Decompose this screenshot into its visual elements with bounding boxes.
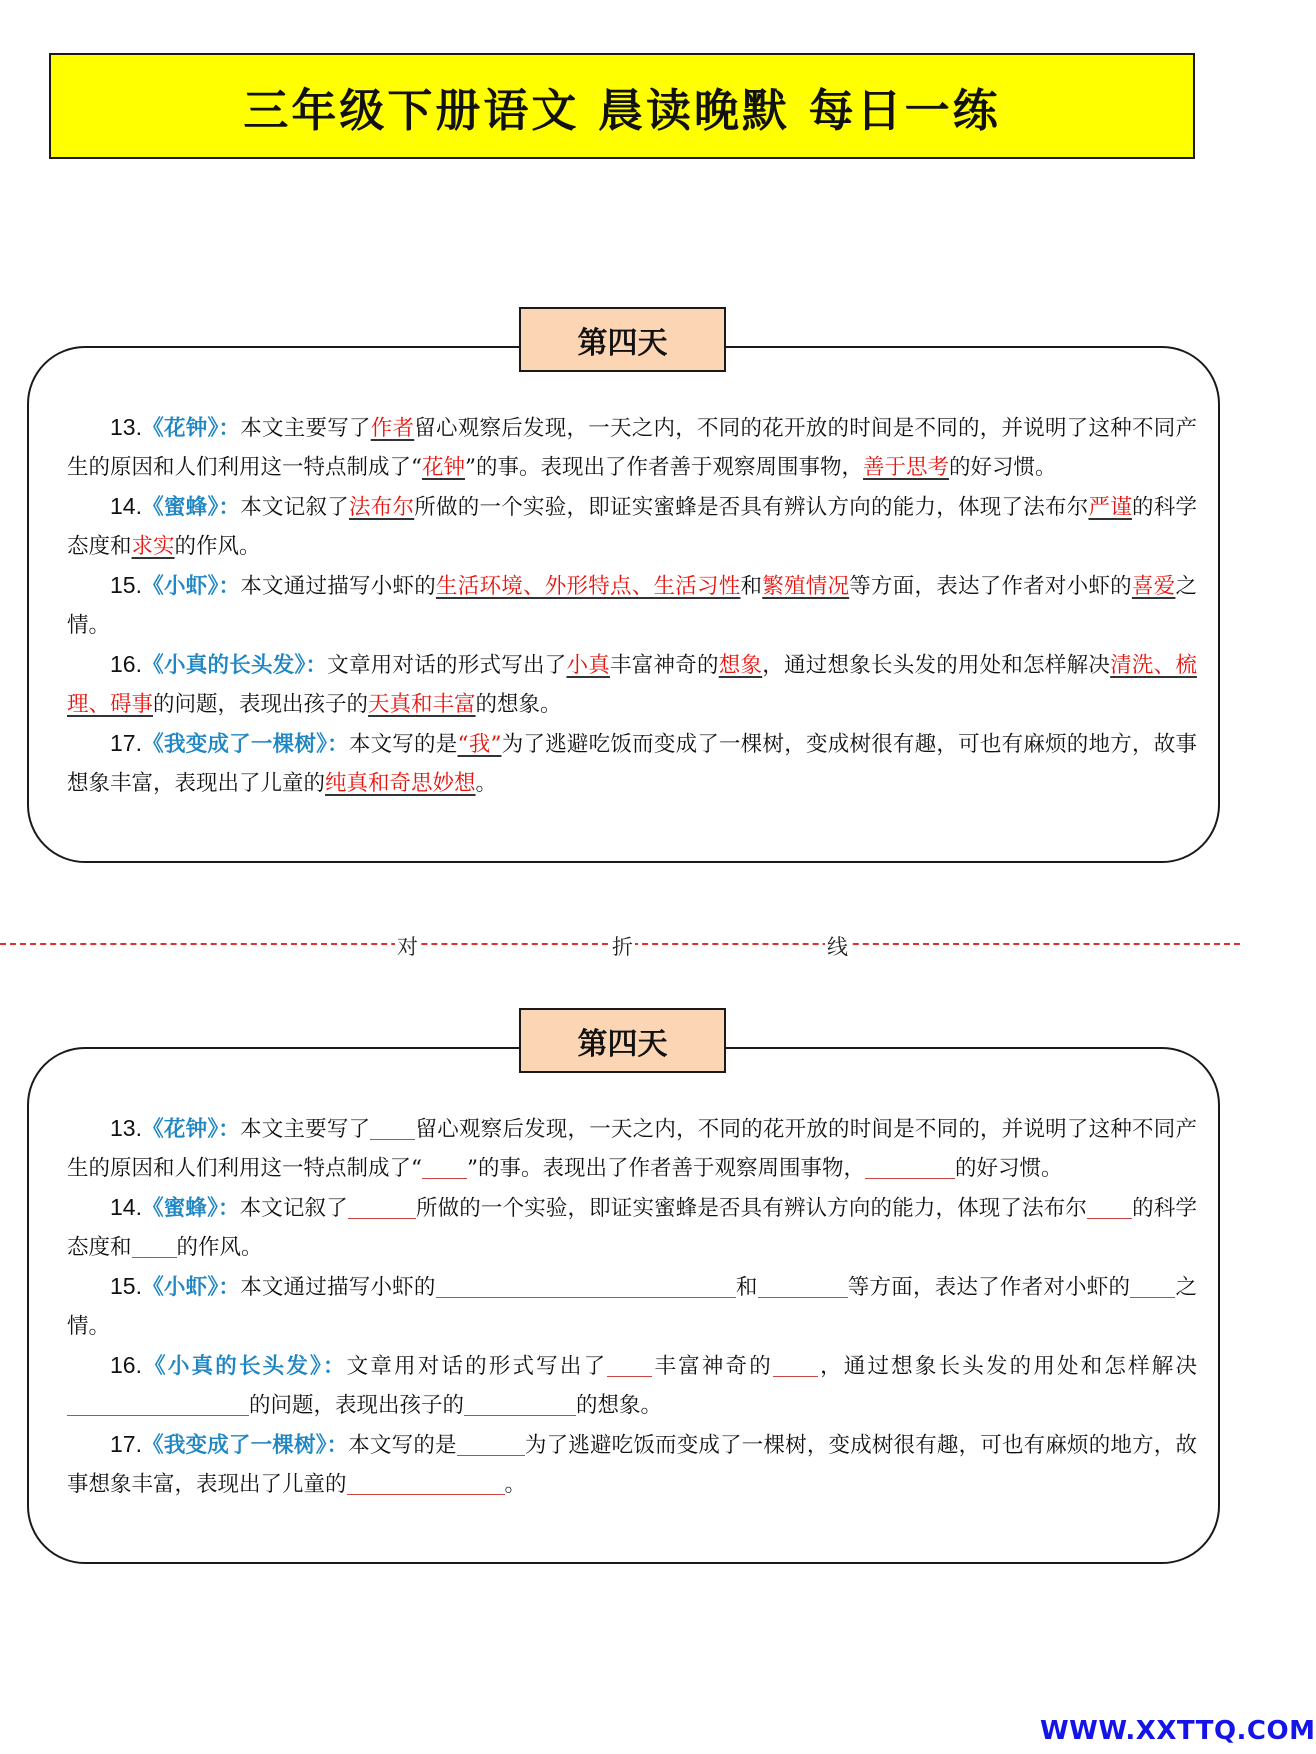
- page-title-banner: [49, 53, 1195, 159]
- fill-blank[interactable]: [607, 1353, 652, 1377]
- answer-text: 繁殖情况: [762, 574, 850, 599]
- answer-text: 生活环境、外形特点、生活习性: [435, 574, 741, 599]
- item-title: 《我变成了一棵树》：: [141, 732, 349, 757]
- blank-item-17: 17.《我变成了一棵树》：本文写的是 为了逃避吃饭而变成了一棵树，变成树很有趣，可也有麻烦的地方，故事想象丰富，表现出了儿童的 。: [67, 1431, 1197, 1497]
- day-tab-blank: [519, 1008, 726, 1073]
- item-title: 《蜜蜂》：: [141, 1196, 240, 1221]
- blank-item-14: 14.《蜜蜂》：本文记叙了 所做的一个实验，即证实蜜蜂是否具有辨认方向的能力，体现了法布尔 的科学态度和 的作风。: [67, 1194, 1197, 1260]
- site-watermark: WWW.XXTTQ.COM: [1040, 1716, 1316, 1746]
- fill-blank[interactable]: [348, 1195, 416, 1219]
- fill-blank[interactable]: [132, 1234, 177, 1258]
- item-title: 《小真的长头发》：: [141, 1354, 347, 1379]
- fold-label-char: 折: [610, 931, 635, 961]
- answer-text: 小真: [566, 653, 610, 678]
- item-title: 《小真的长头发》：: [141, 653, 328, 678]
- fill-blank[interactable]: [1130, 1274, 1175, 1298]
- answer-text: 作者: [370, 416, 415, 441]
- blank-item-15: 15.《小虾》：本文通过描写小虾的 和 等方面，表达了作者对小虾的 之情。: [67, 1273, 1197, 1339]
- answer-item-14: 14.《蜜蜂》：本文记叙了法布尔所做的一个实验，即证实蜜蜂是否具有辨认方向的能力，体现了法布尔严谨的科学态度和求实的作风。: [67, 493, 1197, 559]
- blank-item-13: 13.《花钟》：本文主要写了 留心观察后发现，一天之内，不同的花开放的时间是不同的，并说明了这种不同产生的原因和人们利用这一特点制成了“ ”的事。表现出了作者善于观察周围事物， 的好习惯。: [67, 1115, 1197, 1181]
- day-tab-label: 第四天: [577, 325, 668, 361]
- answer-card: [27, 346, 1220, 863]
- fill-blank[interactable]: [758, 1274, 848, 1298]
- fold-label-char: 对: [395, 931, 420, 961]
- fold-label-char: 线: [825, 931, 850, 961]
- answer-item-13: 13.《花钟》：本文主要写了作者留心观察后发现，一天之内，不同的花开放的时间是不同的，并说明了这种不同产生的原因和人们利用这一特点制成了“花钟”的事。表现出了作者善于观察周围事物，善于思考的好习惯。: [67, 414, 1197, 480]
- answer-content: [67, 408, 1197, 803]
- answer-text: 想象: [718, 653, 763, 678]
- item-title: 《花钟》：: [141, 1117, 241, 1142]
- blank-item-16: 16.《小真的长头发》：文章用对话的形式写出了 丰富神奇的 ，通过想象长头发的用处和怎样解决的问题，表现出孩子的 的想象。: [67, 1346, 1197, 1425]
- day-tab-label: 第四天: [577, 1026, 668, 1062]
- fill-blank[interactable]: [1087, 1195, 1132, 1219]
- fill-blank[interactable]: [865, 1155, 955, 1179]
- fill-blank[interactable]: [773, 1353, 818, 1377]
- answer-item-17: 17.《我变成了一棵树》：本文写的是“我”为了逃避吃饭而变成了一棵树，变成树很有趣，可也有麻烦的地方，故事想象丰富，表现出了儿童的纯真和奇思妙想。: [67, 730, 1197, 796]
- blank-card: [27, 1047, 1220, 1564]
- answer-text: 善于思考: [863, 455, 950, 480]
- answer-text: 花钟: [422, 455, 466, 480]
- answer-item-15: 15.《小虾》：本文通过描写小虾的生活环境、外形特点、生活习性和繁殖情况等方面，表达了作者对小虾的喜爱之情。: [67, 572, 1197, 638]
- answer-text: “我”: [457, 732, 502, 757]
- item-title: 《小虾》：: [141, 1275, 241, 1300]
- answer-text: 天真和丰富: [368, 692, 476, 717]
- fill-blank[interactable]: [464, 1392, 576, 1416]
- fill-blank[interactable]: [347, 1471, 505, 1495]
- blank-content: [67, 1109, 1197, 1504]
- fill-blank[interactable]: [370, 1116, 415, 1140]
- answer-text: 严谨: [1088, 495, 1132, 520]
- item-title: 《蜜蜂》：: [141, 495, 241, 520]
- item-title: 《花钟》：: [141, 416, 241, 441]
- answer-text: 纯真和奇思妙想: [325, 771, 476, 796]
- day-tab-answers: [519, 307, 726, 372]
- fill-blank[interactable]: [67, 1392, 249, 1416]
- page-title: 三年级下册语文 晨读晚默 每日一练: [243, 83, 1001, 137]
- answer-text: 求实: [131, 534, 175, 559]
- answer-text: 喜爱: [1131, 574, 1176, 599]
- item-title: 《我变成了一棵树》：: [141, 1433, 349, 1458]
- fill-blank[interactable]: [436, 1274, 736, 1298]
- answer-text: 清洗、梳理、碍事: [67, 653, 1197, 717]
- item-title: 《小虾》：: [141, 574, 241, 599]
- answer-item-16: 16.《小真的长头发》：文章用对话的形式写出了小真丰富神奇的想象，通过想象长头发的用处和怎样解决清洗、梳理、碍事的问题，表现出孩子的天真和丰富的想象。: [67, 651, 1197, 717]
- fill-blank[interactable]: [422, 1155, 467, 1179]
- fill-blank[interactable]: [457, 1432, 525, 1456]
- answer-text: 法布尔: [348, 495, 415, 520]
